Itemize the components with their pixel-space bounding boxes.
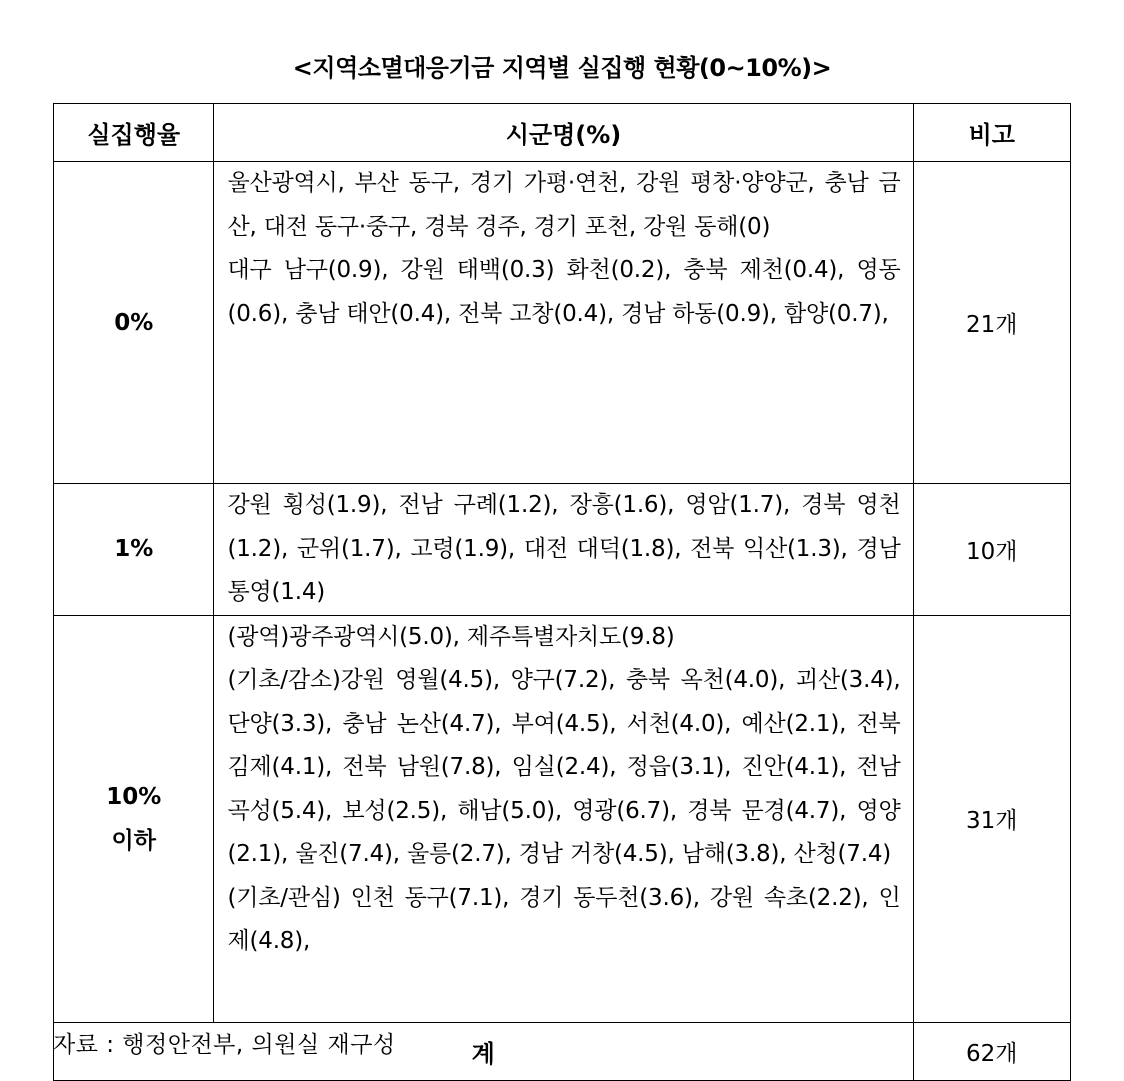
region-group: 대구 남구(0.9), 강원 태백(0.3) 화천(0.2), 충북 제천(0.4), 영동(0.6), 충남 태안(0.4), 전북 고창(0.4), 경남 하동(0.9), 함양(0.7), [227, 257, 901, 327]
table-row [54, 615, 1071, 1022]
note-cell: 31개 [913, 615, 1070, 1022]
total-value: 62개 [913, 1022, 1070, 1080]
table-title: <지역소멸대응기금 지역별 실집행 현황(0~10%)> [292, 54, 832, 82]
rate-cell: 0% [54, 162, 214, 484]
region-group: (기초/감소)강원 영월(4.5), 양구(7.2), 충북 옥천(4.0), 괴산(3.4), 단양(3.3), 충남 논산(4.7), 부여(4.5), 서천(4.0), 예산(2.1), 전북 김제(4.1), 전북 남원(7.8), 임실(2.4), 정읍(3.1), 진안(4.1), 전남 곡성(5.4), 보성(2.5), 해남(5.0), 영광(6.7), 경북 문경(4.7), 영양(2.1), 울진(7.4), 울릉(2.7), 경남 거창(4.5), 남해(3.8), 산청(7.4) [227, 667, 901, 867]
table-row [54, 484, 1071, 616]
regional-execution-table [53, 103, 1071, 1081]
header-row [54, 104, 1071, 162]
regions-cell [214, 484, 913, 616]
region-group: 강원 횡성(1.9), 전남 구례(1.2), 장흥(1.6), 영암(1.7), 경북 영천(1.2), 군위(1.7), 고령(1.9), 대전 대덕(1.8), 전북 익산(1.3), 경남 통영(1.4) [227, 492, 901, 605]
regions-cell [214, 615, 913, 1022]
source-note: 자료 : 행정안전부, 의원실 재구성 [53, 1032, 396, 1058]
note-cell: 10개 [913, 484, 1070, 616]
rate-cell: 1% [54, 484, 214, 616]
rate-cell: 10% 이하 [54, 615, 214, 1022]
total-label: 계 [54, 1022, 914, 1080]
region-group: (광역)광주광역시(5.0), 제주특별자치도(9.8) [227, 623, 675, 650]
header-region-names: 시군명(%) [214, 104, 913, 162]
region-group: (기초/관심) 인천 동구(7.1), 경기 동두천(3.6), 강원 속초(2.2), 인제(4.8), [227, 884, 901, 954]
note-cell: 21개 [913, 162, 1070, 484]
header-note: 비고 [913, 104, 1070, 162]
table-row [54, 162, 1071, 484]
region-group: 울산광역시, 부산 동구, 경기 가평·연천, 강원 평창·양양군, 충남 금산, 대전 동구·중구, 경북 경주, 경기 포천, 강원 동해(0) [227, 170, 901, 240]
regions-cell [214, 162, 913, 484]
header-execution-rate: 실집행율 [54, 104, 214, 162]
